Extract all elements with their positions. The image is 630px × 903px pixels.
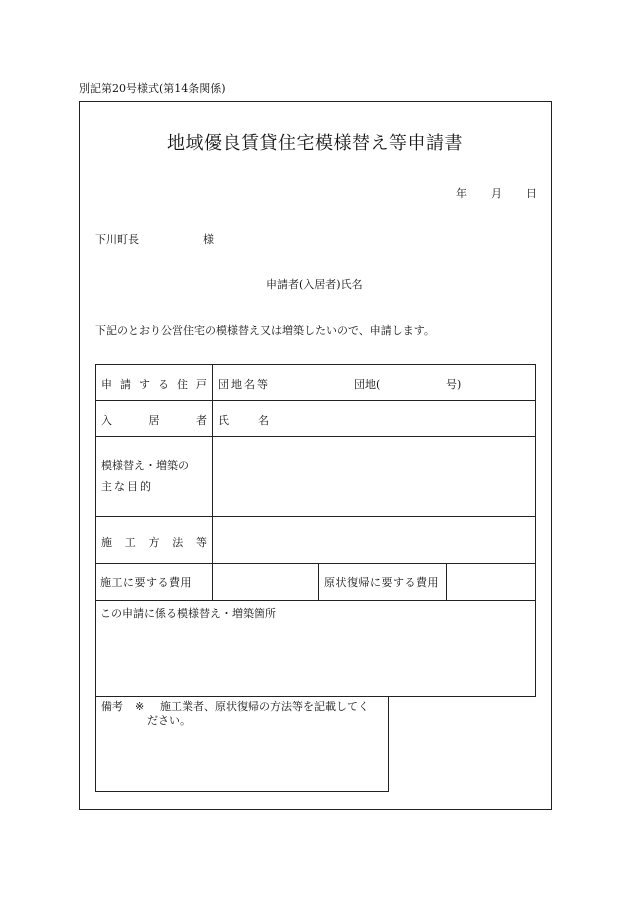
application-statement: 下記のとおり公営住宅の模様替え又は増築したいので、申請します。 (95, 324, 435, 337)
purpose-label-line2: 主な目的 (101, 480, 153, 493)
resident-label: 入 居 者 (101, 414, 207, 427)
table-rule (95, 364, 536, 365)
table-rule (535, 364, 536, 696)
purpose-label-line1: 模様替え・増築の (101, 459, 189, 472)
table-rule (318, 563, 319, 600)
complex-name-label: 団地名等 (218, 378, 270, 391)
modification-location-label: この申請に係る模様替え・増築箇所 (100, 607, 276, 620)
addressee-name: 下川町長 (95, 233, 139, 246)
applicant-name-label: 申請者(入居者)氏名 (266, 278, 363, 291)
remarks-text-line1: 施工業者、原状復帰の方法等を記載してく (160, 700, 369, 713)
table-rule (95, 400, 536, 401)
remarks-rule (388, 696, 389, 792)
remarks-mark: ※ (135, 700, 145, 713)
remarks-text-line2: ださい。 (147, 714, 191, 727)
table-rule (212, 364, 213, 600)
date-month-label: 月 (491, 187, 502, 200)
remarks-rule (95, 696, 96, 792)
addressee-honorific: 様 (203, 233, 214, 246)
table-rule (95, 563, 536, 564)
residence-label: 申 請 す る 住 戸 (101, 378, 207, 391)
complex-label: 団地( (354, 378, 381, 391)
date-day-label: 日 (526, 187, 537, 200)
table-rule (95, 436, 536, 437)
resident-name-label: 氏 名 (218, 414, 269, 427)
date-year-label: 年 (456, 187, 467, 200)
form-number-note: 別記第20号様式(第14条関係) (79, 82, 226, 95)
table-rule (95, 516, 536, 517)
remarks-label: 備考 (101, 700, 123, 713)
table-rule (95, 364, 96, 696)
house-number-label: 号) (446, 378, 462, 391)
restoration-cost-label: 原状復帰に要する費用 (324, 576, 439, 589)
table-rule (95, 696, 536, 697)
construction-method-label: 施 工 方 法 等 (101, 536, 207, 549)
table-rule (446, 563, 447, 600)
remarks-rule (95, 791, 389, 792)
form-title: 地域優良賃貸住宅模様替え等申請書 (167, 133, 463, 154)
construction-cost-label: 施工に要する費用 (100, 576, 192, 589)
table-rule (95, 600, 536, 601)
